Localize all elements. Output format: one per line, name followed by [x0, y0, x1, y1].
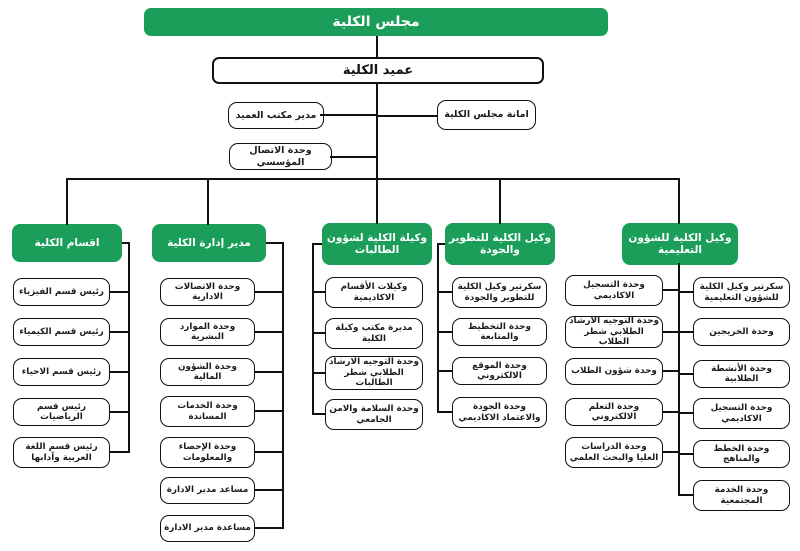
branch-college-departments: اقسام الكلية: [12, 224, 122, 262]
connector-line: [207, 178, 209, 225]
node-council-secretariat: امانة مجلس الكلية: [437, 100, 536, 130]
connector-line: [128, 242, 130, 453]
node-guidance-unit-female: وحدة التوجيه الارشاد الطلابي شطر الطالبات: [325, 356, 423, 390]
connector-line: [437, 370, 452, 372]
connector-line: [330, 156, 378, 158]
connector-line: [678, 263, 680, 496]
connector-line: [66, 178, 680, 180]
connector-line: [437, 243, 439, 413]
node-head-arabic-language: رئيس قسم اللغة العربية وآدابها: [13, 437, 110, 468]
connector-line: [110, 331, 130, 333]
connector-line: [663, 370, 680, 372]
node-assistant-admin-director-female: مساعدة مدير الادارة: [160, 515, 255, 542]
node-statistics-information-unit: وحدة الإحصاء والمعلومات: [160, 437, 255, 468]
connector-line: [376, 178, 378, 224]
node-institutional-communication-unit: وحدة الاتصال المؤسسي: [229, 143, 332, 170]
node-planning-followup-unit: وحدة التخطيط والمتابعة: [452, 318, 547, 346]
node-vice-dean-office-director: مديرة مكتب وكيلة الكلية: [325, 318, 423, 349]
node-admin-communications-unit: وحدة الاتصالات الادارية: [160, 278, 255, 306]
node-college-council: مجلس الكلية: [144, 8, 608, 36]
connector-line: [312, 291, 325, 293]
node-assistant-admin-director-male: مساعد مدير الادارة: [160, 477, 255, 504]
connector-line: [255, 410, 284, 412]
node-college-dean: عميد الكلية: [212, 57, 544, 84]
node-graduates-unit: وحدة الخريجين: [693, 318, 790, 346]
connector-line: [255, 527, 284, 529]
connector-line: [678, 331, 693, 333]
connector-line: [678, 291, 693, 293]
connector-line: [312, 413, 325, 415]
node-head-biology: رئيس قسم الاحياء: [13, 358, 110, 386]
connector-line: [255, 291, 284, 293]
node-head-chemistry: رئيس قسم الكيمياء: [13, 318, 110, 346]
connector-line: [678, 178, 680, 224]
node-academic-registration-unit-right: وحدة التسجيل الاكاديمي: [693, 398, 790, 429]
node-safety-security-unit: وحدة السلامة والامن الجامعي: [325, 399, 423, 430]
connector-line: [66, 178, 68, 225]
connector-line: [376, 84, 378, 179]
connector-line: [282, 242, 284, 529]
connector-line: [110, 451, 130, 453]
branch-vice-dean-educational-affairs: وكيل الكلية للشؤون التعليمية: [622, 223, 738, 265]
node-student-affairs-unit: وحدة شؤون الطلاب: [565, 358, 663, 385]
connector-line: [437, 291, 452, 293]
connector-line: [499, 178, 501, 224]
branch-vice-dean-female-students: وكيلة الكلية لشؤون الطالبات: [322, 223, 432, 265]
connector-line: [678, 373, 693, 375]
connector-line: [255, 489, 284, 491]
node-head-physics: رئيس قسم الفيزياء: [13, 278, 110, 306]
node-graduate-studies-research-unit: وحدة الدراسات العليا والبحث العلمي: [565, 437, 663, 468]
node-community-service-unit: وحدة الخدمة المجتمعية: [693, 480, 790, 511]
node-dean-office-manager: مدير مكتب العميد: [228, 102, 324, 129]
node-support-services-unit: وحدة الخدمات المساندة: [160, 396, 255, 427]
connector-line: [255, 451, 284, 453]
node-student-activities-unit: وحدة الأنشطة الطلابية: [693, 360, 790, 388]
connector-line: [437, 411, 452, 413]
connector-line: [312, 372, 325, 374]
node-academic-registration-unit-left: وحدة التسجيل الاكاديمي: [565, 275, 663, 306]
connector-line: [312, 243, 314, 415]
node-hr-unit: وحدة الموارد البشرية: [160, 318, 255, 346]
connector-line: [255, 331, 284, 333]
node-secretary-educational-affairs: سكرتير وكيل الكلية للشؤون التعليمية: [693, 277, 790, 308]
connector-line: [255, 371, 284, 373]
node-elearning-unit: وحدة التعلم الالكتروني: [565, 398, 663, 426]
connector-line: [110, 411, 130, 413]
node-financial-affairs-unit: وحدة الشؤون المالية: [160, 358, 255, 386]
connector-line: [376, 115, 437, 117]
connector-line: [437, 331, 452, 333]
node-quality-accreditation-unit: وحدة الجودة والاعتماد الاكاديمي: [452, 397, 547, 428]
node-website-unit: وحدة الموقع الالكتروني: [452, 357, 547, 385]
node-plans-curricula-unit: وحدة الخطط والمناهج: [693, 440, 790, 468]
connector-line: [376, 36, 378, 57]
node-head-mathematics: رئيس قسم الرياضيات: [13, 398, 110, 426]
node-guidance-unit-male: وحدة التوجيه الارشاد الطلابي شطر الطلاب: [565, 316, 663, 348]
connector-line: [110, 291, 130, 293]
branch-administration-director: مدير إدارة الكلية: [152, 224, 266, 262]
connector-line: [320, 114, 378, 116]
connector-line: [678, 453, 693, 455]
connector-line: [678, 494, 693, 496]
branch-vice-dean-development-quality: وكيل الكلية للتطوير والجودة: [445, 223, 555, 265]
connector-line: [312, 332, 325, 334]
node-secretary-development-quality: سكرتير وكيل الكلية للتطوير والجودة: [452, 277, 547, 308]
connector-line: [678, 412, 693, 414]
node-female-academic-dept-deputies: وكيلات الأقسام الاكاديمية: [325, 277, 423, 308]
connector-line: [110, 371, 130, 373]
